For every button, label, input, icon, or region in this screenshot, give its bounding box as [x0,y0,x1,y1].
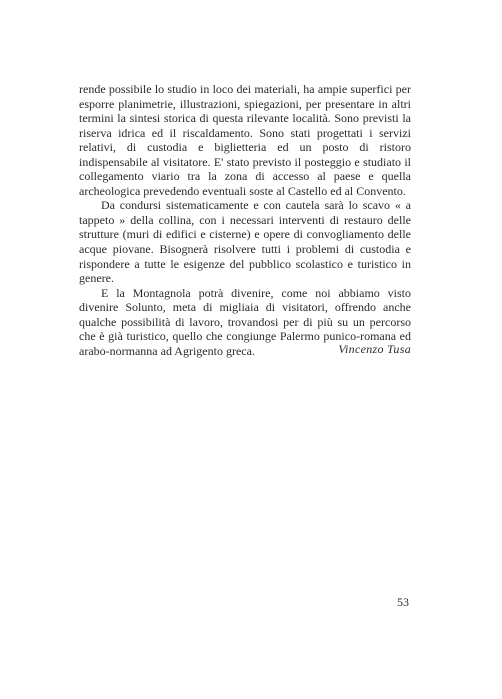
paragraph-2: Da condursi sistematicamente e con cautela sarà lo scavo « a tappeto » della collina, con i necessari interventi di restauro delle strutture (muri di edifici e cisterne) e opere di convogliamento delle acque piovane. Bisognerà risolvere tutti i problemi di custodia e rispondere a tutte le esigenze del pubblico scolastico e turistico in genere. [79,198,411,286]
paragraph-1: rende possibile lo studio in loco dei materiali, ha ampie superfici per esporre planimetrie, illustrazioni, spiegazioni, per presentare in altri termini la sintesi storica di questa rilevante località. Sono previsti la riserva idrica ed il riscaldamento. Sono stati progettati i servizi relativi, di custodia e biglietteria ed un posto di ristoro indispensabile al visitatore. E' stato previsto il posteggio e studiato il collegamento viario tra la zona di accesso al paese e quella archeologica prevedendo eventuali soste al Castello ed al Convento. [79,82,411,198]
body-text [79,82,411,358]
author-signature: Vincenzo Tusa [338,342,411,356]
paragraph-3: E la Montagnola potrà divenire, come noi abbiamo visto divenire Solunto, meta di migliaia di visitatori, offrendo anche qualche possibilità di lavoro, trovandosi per di più su un percorso che è già turistico, quello che congiunge Palermo punico-romana ed arabo-normanna ad Agrigento greca. [79,285,411,358]
page-number: 53 [397,595,409,609]
